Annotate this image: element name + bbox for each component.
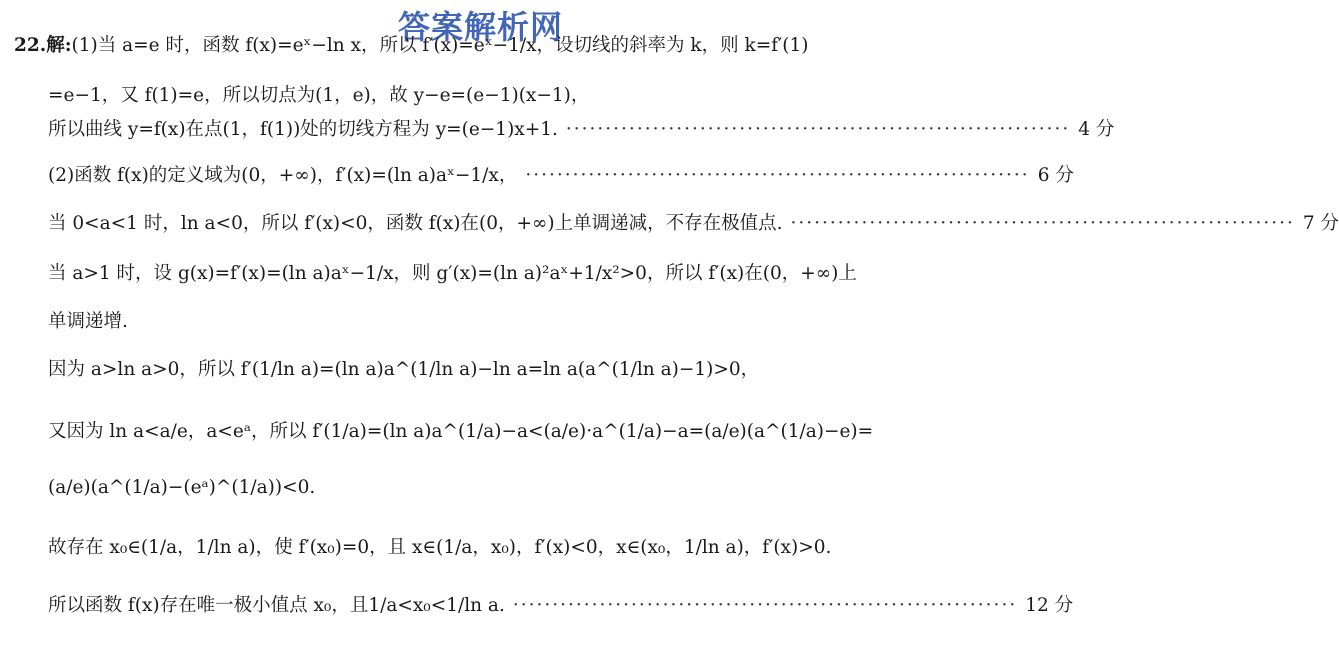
- solution-line-text: (1)当 a=e 时，函数 f(x)=eˣ−ln x，所以 f′(x)=eˣ−1/x，设切线的斜率为 k，则 k=f′(1): [71, 35, 809, 56]
- solution-line-text: (2)函数 f(x)的定义域为(0，+∞)，f′(x)=(ln a)aˣ−1/x，: [48, 165, 518, 186]
- solution-line-7: [48, 310, 972, 334]
- solution-line-12: [48, 594, 1074, 618]
- solution-line-text: 单调递增.: [48, 311, 128, 332]
- solution-line-4: [48, 164, 1074, 188]
- solution-line-10: [48, 476, 972, 500]
- site-watermark: 答案解析网: [398, 8, 564, 46]
- leader-dots: ································································: [790, 213, 1295, 234]
- score-label: 12 分: [1025, 595, 1074, 616]
- solution-line-9: [48, 420, 972, 444]
- solution-line-1: [14, 34, 972, 58]
- solution-line-text: 因为 a>ln a>0，所以 f′(1/ln a)=(ln a)a^(1/ln a)−ln a=ln a(a^(1/ln a)−1)>0，: [48, 359, 760, 380]
- solution-line-3: [48, 118, 1115, 142]
- leader-dots: ································································: [565, 119, 1071, 140]
- score-label: 4 分: [1078, 119, 1115, 140]
- solution-line-2: [48, 84, 972, 108]
- score-label: 6 分: [1037, 165, 1074, 186]
- score-label: 7 分: [1302, 213, 1339, 234]
- solution-line-text: 所以函数 f(x)存在唯一极小值点 x₀，且1/a<x₀<1/ln a.: [48, 595, 505, 616]
- solution-line-text: =e−1，又 f(1)=e，所以切点为(1，e)，故 y−e=(e−1)(x−1)，: [48, 85, 590, 106]
- solution-line-11: [48, 536, 972, 560]
- solution-line-text: 所以曲线 y=f(x)在点(1，f(1))处的切线方程为 y=(e−1)x+1.: [48, 119, 558, 140]
- solution-line-8: [48, 358, 972, 382]
- problem-number: 22.: [14, 35, 47, 56]
- leader-dots: ································································: [525, 165, 1030, 186]
- leader-dots: ································································: [512, 595, 1018, 616]
- solution-line-text: 故存在 x₀∈(1/a，1/ln a)，使 f′(x₀)=0，且 x∈(1/a，x₀)，f′(x)<0，x∈(x₀，1/ln a)，f′(x)>0.: [48, 537, 832, 558]
- solution-line-6: [48, 262, 972, 286]
- solution-line-text: (a/e)(a^(1/a)−(eᵃ)^(1/a))<0.: [48, 477, 316, 498]
- solution-line-text: 又因为 ln a<a/e，a<eᵃ，所以 f′(1/a)=(ln a)a^(1/a)−a<(a/e)·a^(1/a)−a=(a/e)(a^(1/a)−e)=: [48, 421, 874, 442]
- solution-line-text: 当 0<a<1 时，ln a<0，所以 f′(x)<0，函数 f(x)在(0，+∞)上单调递减，不存在极值点.: [48, 213, 783, 234]
- solution-line-text: 当 a>1 时，设 g(x)=f′(x)=(ln a)aˣ−1/x，则 g′(x)=(ln a)²aˣ+1/x²>0，所以 f′(x)在(0，+∞)上: [48, 263, 857, 284]
- solution-label: 解:: [46, 35, 72, 56]
- solution-line-5: [48, 212, 1339, 236]
